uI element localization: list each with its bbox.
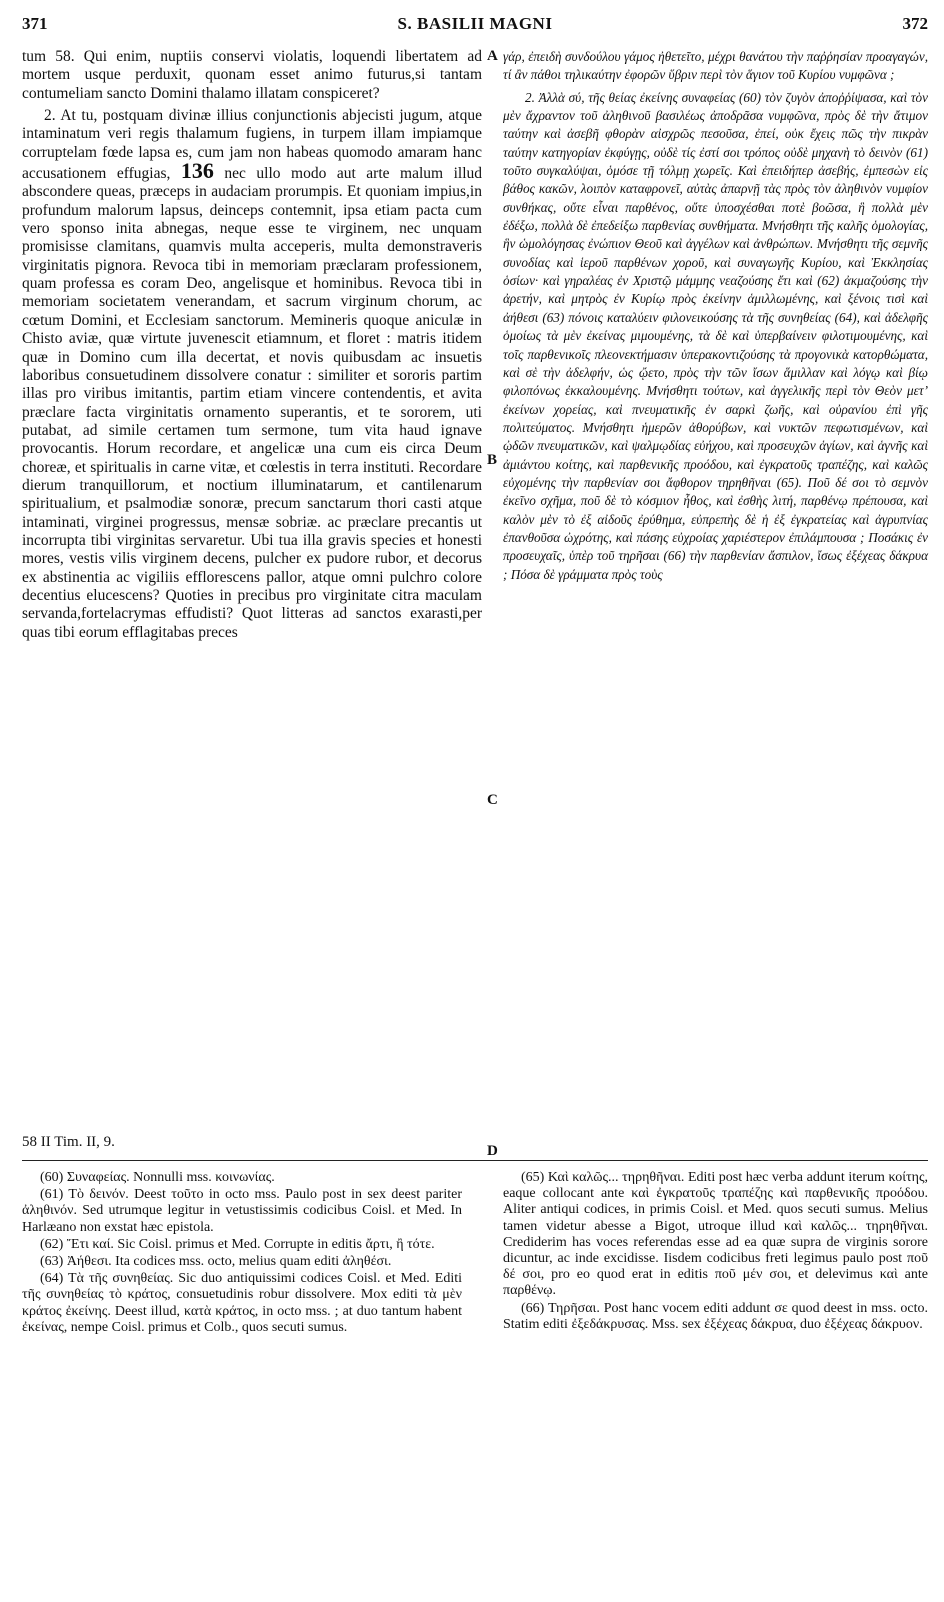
margin-letter-c: C [487, 792, 498, 808]
latin-paragraph-1: tum 58. Qui enim, nuptiis conservi violatis, loquendi libertatem ad mortem usque perduxit, quonam esset animo futurus,si tantam contumeliam sancto Domini thalamo illatam conspiceret? [22, 48, 482, 102]
greek-column [503, 48, 928, 584]
footnote-61: (61) Τὸ δεινόν. Deest τοῦτο in octo mss. Paulo post in sex deest pariter ἀληθινόν. Sed utrumque legitur in vetustissimis codicibus Coisl. et Med. In Harlæano non exstat hæc epistola. [22, 1187, 462, 1235]
footnote-divider [22, 1160, 928, 1161]
scripture-reference: 58 II Tim. II, 9. [22, 1134, 115, 1150]
footnote-60: (60) Συναφείας. Nonnulli mss. κοινωνίας. [40, 1170, 275, 1185]
latin-paragraph-2 [22, 107, 482, 642]
page-number-right: 372 [902, 14, 928, 33]
running-title: S. BASILII MAGNI [397, 14, 553, 33]
latin-paragraph-2-start: 2. At tu, postquam divinæ illius conjunctionis abjecisti jugum, atque intaminatum veri regis thalamum fugiens, in turpem illam impiamque corruptelam fœde lapsa es, cum jam non habeas quomodo amaram hanc accusationem effugias, [22, 107, 482, 183]
running-header [22, 14, 928, 40]
footnote-63: (63) Ἀήθεσι. Ita codices mss. octo, melius quam editi ἀληθέσι. [40, 1254, 392, 1270]
margin-letter-d: D [487, 1143, 498, 1159]
latin-column [22, 48, 482, 642]
footnote-66: (66) Τηρῆσαι. Post hanc vocem editi addunt σε quod deest in mss. octo. Statim editi ἐξεδάκρυσας. Mss. sex ἐξέχεας δάκρυα, duo ἐξέχεας δάκρυον. [503, 1300, 928, 1332]
page-number-left: 371 [22, 14, 48, 33]
footnotes-left [22, 1170, 462, 1337]
latin-paragraph-2-rest: nec ullo modo aut arte malum illud abscondere queas, præceps in audaciam prorumpis. Et quoniam impius,in profundum malorum lapsus, deinceps contemnit, ipsa etiam pacta cum vero sponso inita abnegas, neque esse te virginem, nec unquam promisisse clamitans, quamvis multa acceperis, multa demonstraveris virginitatis pignora. Revoca tibi in memoriam præclaram professionem, quam professa es coram Deo, angelisque et hominibus. Revoca tibi in memoriam societatem venerandam, et sacrum virginum chorum, ac cœtum Domini, et Ecclesiam sanctorum. Memineris quoque aniculæ in Chisto aviæ, quæ virtute juvenescit etiamnum, et floret : matris itidem quæ in Domino cum illa decertat, et novis quibusdam ac insuetis laboribus consuetudinem dissolvere conatur : similiter et sororis partim illas pro viribus imitantis, partim etiam vincere contendentis, et avita præclare facta virginitatis ornamento superantis, et te sororem, uti putabat, ad simile certamen tum sermone, tum vita haud ignave provocantis. Horum recordare, et angelicæ una cum eis circa Deum choreæ, et spiritualis in carne vitæ, et cœlestis in terra instituti. Recordare dierum tranquillorum, et noctium illuminatarum, et cantilenarum spiritualium, et psalmodiæ sonoræ, precum sanctarum thori casti atque intaminati, virginei progressus, mensæ sobriæ. ac præclare precantis ut incorrupta tibi virginitas servaretur. Ubi tua illa gravis species et honesti mores, vestis vilis virginem decens, pulcher ex pudore rubor, et decorus ex abstinentia ac vigiliis efflorescens pallor, atque omni pulchro colore decentius elucescens? Quoties in precibus pro virginitate citra maculam servanda,fortelacrymas effudisti? Quot litteras ad sanctos exarasti,per quas tibi eorum efflagitabas preces [22, 165, 483, 641]
footnotes-right [503, 1170, 928, 1334]
greek-paragraph-1: γάρ, ἐπειδὴ συνδούλου γάμος ἠθετεῖτο, μέχρι θανάτου τὴν παῤῥησίαν προαγαγών, τί ἂν πάθοι τηλικαύτην ἐφορῶν ὕβριν περὶ τὸν ἅγιον τοῦ Κυρίου νυμφῶνα ; [503, 49, 928, 83]
margin-letter-a: A [487, 48, 498, 64]
margin-letter-b: B [487, 452, 498, 468]
footnote-62: (62) Ἔτι καί. Sic Coisl. primus et Med. Corrupte in editis ἄρτι, ἢ τότε. [40, 1236, 435, 1252]
footnote-64: (64) Τὰ τῆς συνηθείας. Sic duo antiquissimi codices Coisl. et Med. Editi τῆς συνηθείας τὸ κράτος, consuetudinis robur dissolvere. Mox editi τὰ μὲν κράτος ἐκείνης. Deest illud, κατὰ κράτος, in octo mss. ; at duo tantum habent ἐκείνας, nempe Coisl. primus et Colb., quos secuti sumus. [22, 1271, 462, 1335]
footnote-65: (65) Καὶ καλῶς... τηρηθῆναι. Editi post hæc verba addunt iterum κοίτης, eaque collocant ante καὶ ἐγκρατοῦς τραπέζης καὶ παρθενικῆς προόδου. Aliter antiqui codices, in primis Coisl. et Med. quos secuti sumus. Melius tamen videtur abesse a Bigot, utroque illud καὶ καλῶς... τηρηθῆναι. Crediderim has voces referendas esse ad ea quæ supra de virginis sorore dicuntur, ac inde excidisse. Iisdem codicibus freti legimus paulo post ποῦ δέ σοι, pro eo quod erat in editis ποῦ μέν σοι, et delevimus καὶ ante παρθένῳ. [503, 1170, 928, 1299]
greek-paragraph-2: 2. Ἀλλὰ σύ, τῆς θείας ἐκείνης συναφείας (60) τὸν ζυγὸν ἀποῤῥίψασα, καὶ τὸν μὲν ἄχραντον τοῦ ἀληθινοῦ βασιλέως ἀποδρᾶσα νυμφῶνα, πρὸς δὲ τὴν ἄτιμον ταύτην καὶ ἀσεβῆ φθορὰν αἰσχρῶς πεσοῦσα, ἐπεί, οὐκ ἔχεις πῶς τὴν πικρὰν ταύτην κατηγορίαν ἐκφύγῃς, οὐδὲ τίς ἐστί σοι τρόπος οὐδὲ μηχανὴ τὸ δεινὸν (61) τοῦτο συγκαλύψαι, ὁμόσε τῇ τόλμῃ χωρεῖς. Καὶ ἐπειδήπερ ἀσεβής, ἐμπεσὼν εἰς βάθος κακῶν, λοιπὸν καταφρονεῖ, αὐτὰς ἀπαρνῇ τὰς πρὸς τὸν ἀληθινὸν νυμφίον συνθήκας, οὔτε εἶναι παρθένος, οὔτε ὑποσχέσθαι ποτὲ βοῶσα, ἣ πολλὰ μὲν ἐδέξω, πολλὰ δὲ ἐπεδείξω παρθενίας συνθήματα. Μνήσθητι τῆς καλῆς ὁμολογίας, ἣν ὡμολόγησας ἐνώπιον Θεοῦ καὶ ἀγγέλων καὶ ἀνθρώπων. Μνήσθητι τῆς σεμνῆς συνοδίας καὶ ἱεροῦ παρθένων χοροῦ, καὶ συναγωγῆς Κυρίου, καὶ Ἐκκλησίας ὁσίων· καὶ γηραλέας ἐν Χριστῷ μάμμης νεαζούσης ἔτι καὶ (62) ἀκμαζούσης τὴν ἀρετήν, καὶ μητρὸς ἐν Κυρίῳ πρὸς ἐκείνην ἁμιλλωμένης, καὶ ξένοις τισὶ καὶ ἀήθεσι (63) πόνοις καταλύειν φιλονεικούσης τὰ τῆς συνηθείας (64), καὶ ἀδελφῆς ὁμοίως τὰ μὲν ἐκείνας μιμουμένης, τὰ δὲ καὶ ὑπερβαίνειν φιλοτιμουμένης, καὶ τοῖς παρθενικοῖς πλεονεκτήμασιν ὑπερακοντιζούσης τὰ προγονικὰ κατορθώματα, καὶ σὲ τὴν ἀδελφήν, ὡς ᾤετο, πρὸς τὴν τῶν ἴσων ἅμιλλαν καὶ λόγῳ καὶ βίῳ φιλοπόνως ἐκκαλουμένης. Μνήσθητι τούτων, καὶ ἀγγελικῆς περὶ τὸν Θεὸν μετ’ ἐκείνων χορείας, καὶ πνευματικῆς ἐν σαρκὶ ζωῆς, καὶ οὐρανίου ἐπὶ γῆς πολιτεύματος. Μνήσθητι ἡμερῶν ἀθορύβων, καὶ νυκτῶν πεφωτισμένων, καὶ ᾠδῶν πνευματικῶν, καὶ ψαλμῳδίας εὐήχου, καὶ προσευχῶν ἁγίων, καὶ ἁγνῆς καὶ ἀμιάντου κοίτης, καὶ παρθενικῆς προόδου, καὶ ἐγκρατοῦς τραπέζης, καὶ καλῶς εὐχομένης τὴν παρθενίαν σοι ἄφθορον τηρηθῆναι (65). Ποῦ δέ σοι τὸ σεμνὸν ἐκεῖνο σχῆμα, ποῦ δὲ τὸ κόσμιον ἦθος, καὶ ἐσθὴς λιτή, παρθένῳ πρέπουσα, καὶ καλὸν μὲν τὸ ἐξ αἰδοῦς ἐρύθημα, εὐπρεπὴς δὲ ἡ ἐξ ἐγκρατείας καὶ ἀγρυπνίας ἐπανθοῦσα ὠχρότης, καὶ πάσης εὐχροίας χαριέστερον ἐπιλάμπουσα ; Ποσάκις ἐν προσευχαῖς, ὑπὲρ τοῦ τηρῆσαι (66) τὴν παρθενίαν ἄσπιλον, ἴσως ἐξέχεας δάκρυα ; Πόσα δὲ γράμματα πρὸς τοὺς [503, 89, 928, 582]
column-number-marker: 136 [180, 158, 214, 184]
